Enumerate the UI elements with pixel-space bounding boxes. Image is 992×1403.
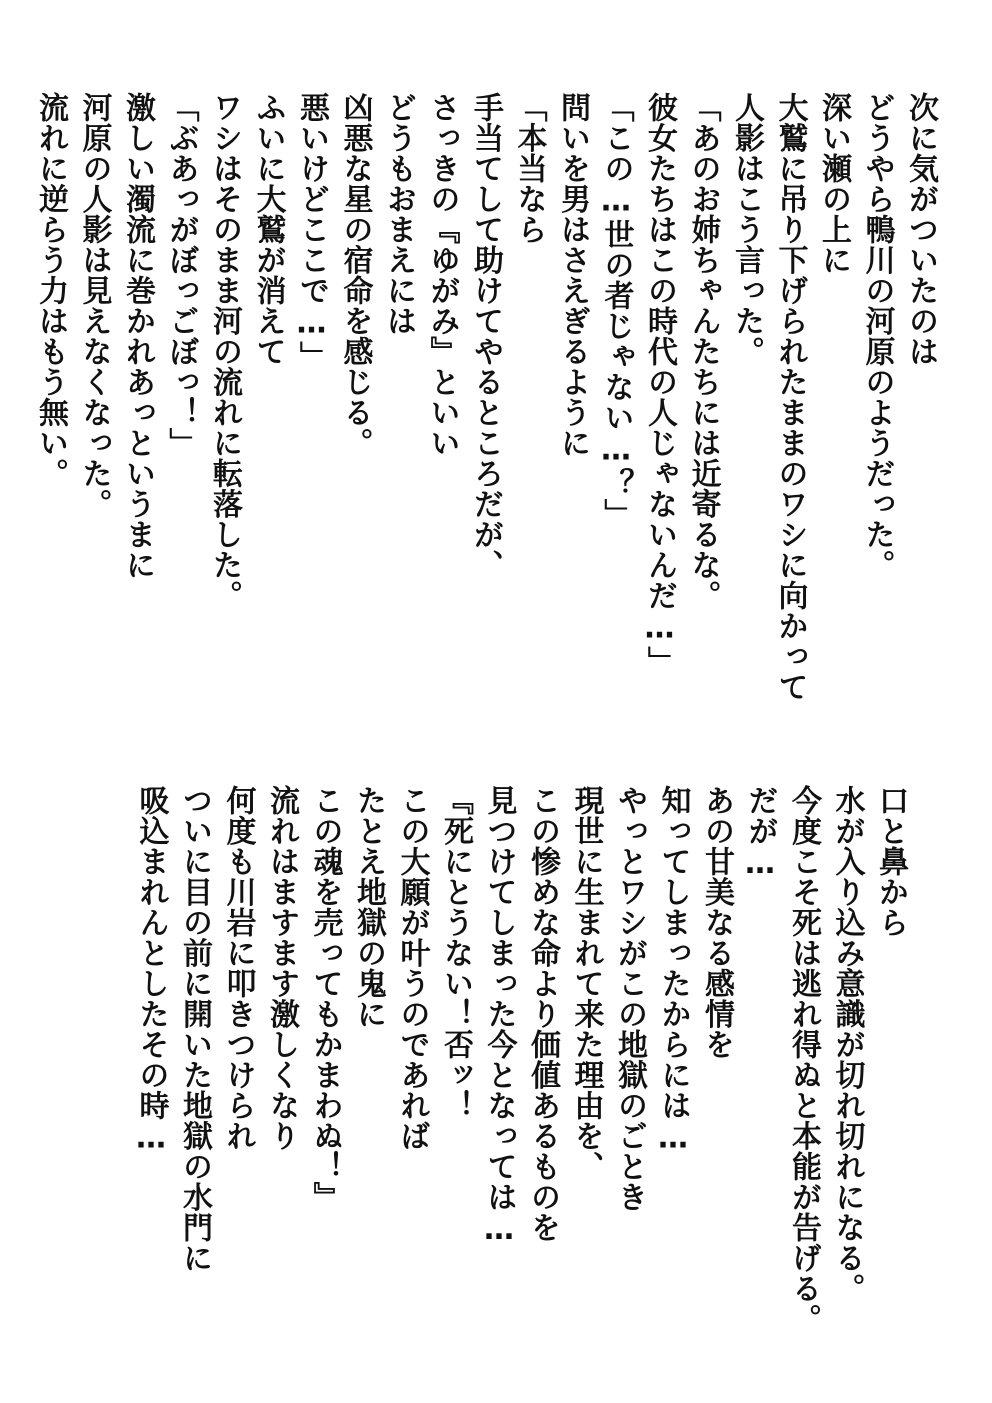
- text-line: 大鷲に吊り下げられたままのワシに向かって: [772, 92, 808, 702]
- text-line: 問いを男はさえぎるように: [555, 92, 590, 458]
- text-line: 見つけてしまった今となっては…: [481, 785, 517, 1248]
- text-line: やっとワシがこの地獄のごとき: [612, 785, 647, 1212]
- text-line: ワシはそのまま河の流れに転落した。: [207, 92, 242, 611]
- text-line: 水が入り込み意識が切れ切れになる。: [829, 785, 865, 1304]
- text-line: ついに目の前に開いた地獄の水門に: [177, 785, 212, 1273]
- text-line: 「本当なら: [511, 92, 547, 245]
- text-line: 次に気がついたのは: [903, 92, 938, 367]
- text-line: どうもおまえには: [381, 92, 416, 336]
- text-line: どうやら鴨川の河原のようだった。: [859, 92, 895, 580]
- text-line: 悪いけどここで…」: [294, 92, 329, 372]
- text-line: 知ってしまったからには…: [655, 785, 691, 1156]
- text-line: 「この…世の者じゃない…？」: [598, 92, 634, 529]
- text-line: 現世に生まれて来た理由を、: [568, 785, 604, 1182]
- text-line: 激しい濁流に巻かれあっというまに: [120, 92, 155, 580]
- text-line: だが…: [742, 785, 778, 882]
- text-line: 「ぶあっがぼっごぼっ！」: [163, 92, 199, 458]
- text-line: この大願が叶うのであれば: [394, 785, 430, 1151]
- text-line: 凶悪な星の宿命を感じる。: [337, 92, 373, 458]
- text-line: 「あのお姉ちゃんたちには近寄るな。: [685, 92, 721, 611]
- text-line: 彼女たちはこの時代の人じゃないんだ…」: [642, 92, 677, 677]
- text-line: 吸込まれんとしたその時…: [133, 785, 169, 1156]
- text-line: あの甘美なる感情を: [699, 785, 734, 1060]
- text-line: さっきの『ゆがみ』といい: [424, 92, 460, 458]
- passage-bottom: [62, 785, 912, 1385]
- text-line: 何度も川岩に叩きつけられ: [220, 785, 256, 1151]
- text-line: 河原の人影は見えなくなった。: [76, 92, 112, 519]
- text-line: 手当てして助けてやるところだが、: [468, 92, 503, 580]
- passage-top: [33, 92, 942, 702]
- text-line: 人影はこう言った。: [729, 92, 764, 367]
- text-line: この惨めな命より価値あるものを: [525, 785, 560, 1243]
- text-line: 『死にとうない！否ッ！: [438, 785, 473, 1121]
- text-line: 深い瀬の上に: [816, 92, 851, 275]
- text-line: 口と鼻から: [873, 785, 908, 938]
- text-line: 流れはますます激しくなり: [264, 785, 299, 1151]
- text-line: たとえ地獄の鬼に: [351, 785, 386, 1029]
- text-line: 流れに逆らう力はもう無い。: [33, 92, 68, 489]
- text-line: 今度こそ死は逃れ得ぬと本能が告げる。: [786, 785, 821, 1334]
- text-line: この魂を売ってもかまわぬ！』: [307, 785, 343, 1212]
- text-line: ふいに大鷲が消えて: [250, 92, 286, 367]
